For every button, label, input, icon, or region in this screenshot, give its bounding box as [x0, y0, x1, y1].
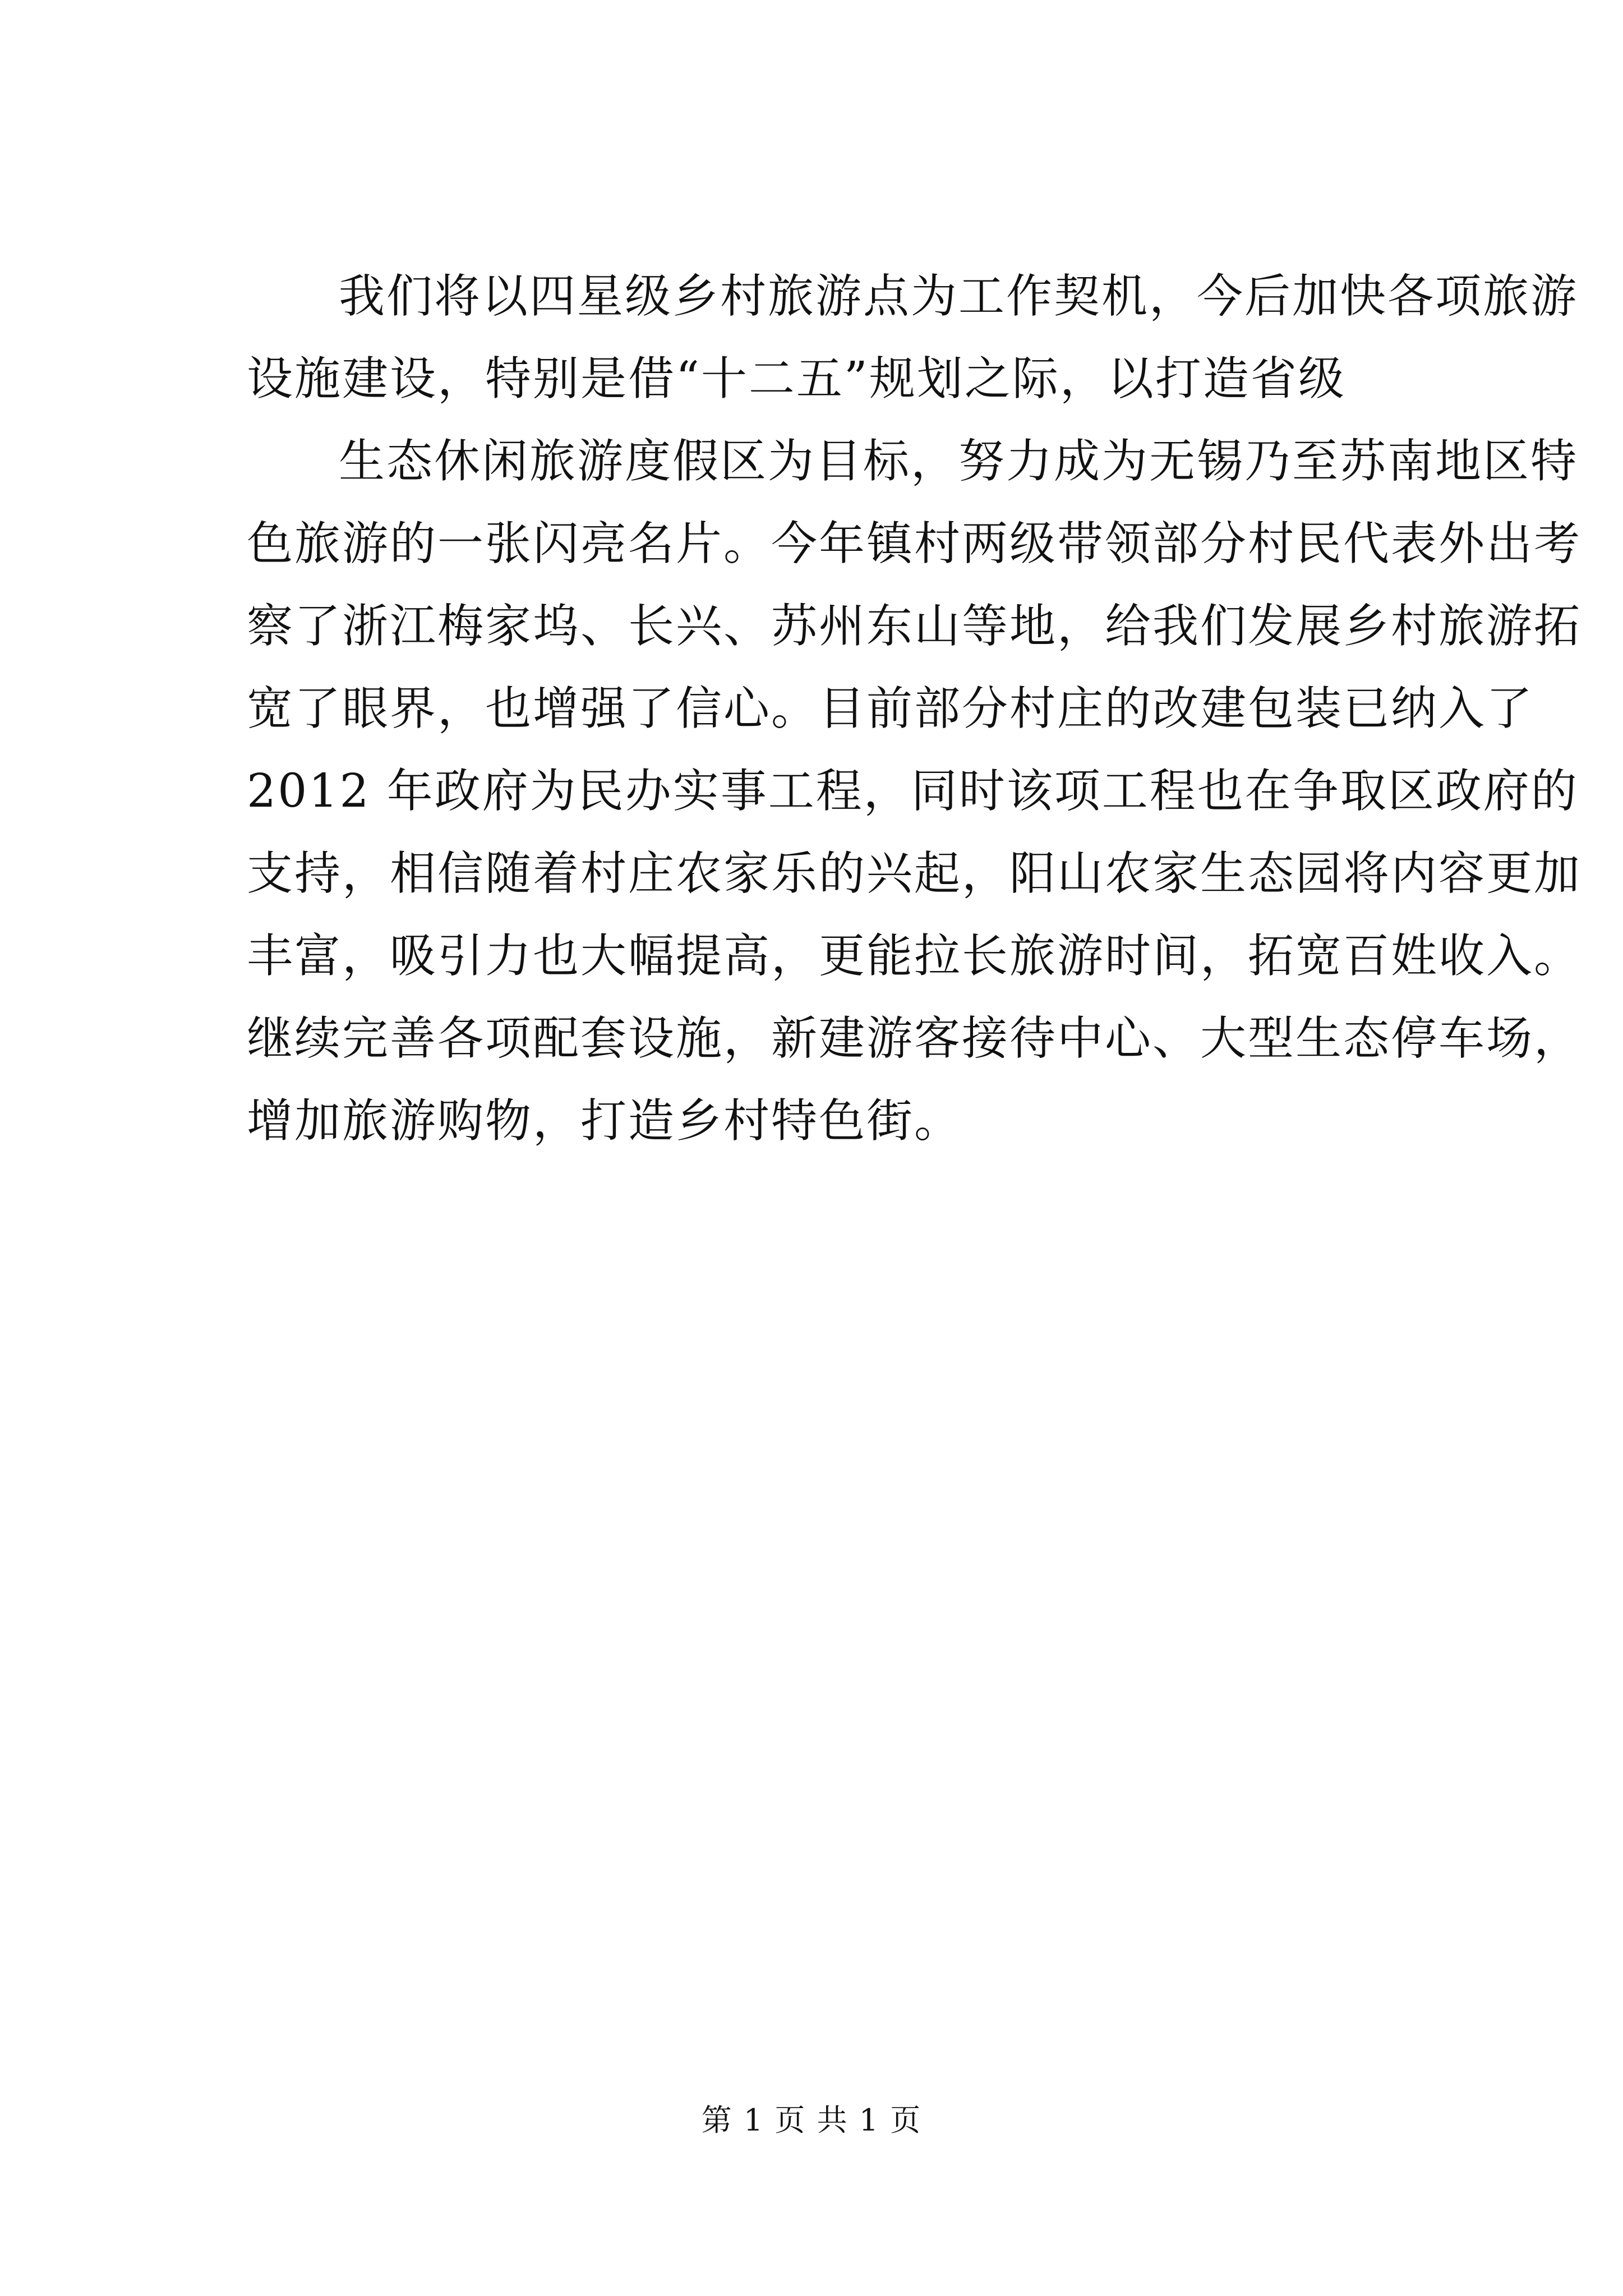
paragraph-1: [247, 255, 1579, 420]
paragraph-2: [247, 420, 1582, 1162]
text-line: 丰富，吸引力也大幅提高，更能拉长旅游时间，拓宽百姓收入。: [247, 930, 1582, 983]
document-body: [247, 255, 1582, 1162]
text-line: 察了浙江梅家坞、长兴、苏州东山等地，给我们发展乡村旅游拓: [247, 600, 1582, 653]
text-line: 设施建设，特别是借“十二五”规划之际，以打造省级: [247, 352, 1346, 406]
text-line: 2012 年政府为民办实事工程，同时该项工程也在争取区政府的: [247, 765, 1579, 818]
text-line: 生态休闲旅游度假区为目标，努力成为无锡乃至苏南地区特: [339, 435, 1579, 488]
text-line: 继续完善各项配套设施，新建游客接待中心、大型生态停车场，: [247, 1012, 1582, 1065]
page-footer: 第 1 页 共 1 页: [701, 2102, 922, 2138]
text-line: 宽了眼界，也增强了信心。目前部分村庄的改建包装已纳入了: [247, 682, 1534, 735]
text-line: 色旅游的一张闪亮名片。今年镇村两级带领部分村民代表外出考: [247, 517, 1582, 570]
text-line: 增加旅游购物，打造乡村特色街。: [247, 1094, 962, 1148]
text-line: 支持，相信随着村庄农家乐的兴起，阳山农家生态园将内容更加: [247, 847, 1582, 900]
text-line: 我们将以四星级乡村旅游点为工作契机，今后加快各项旅游: [339, 270, 1579, 323]
